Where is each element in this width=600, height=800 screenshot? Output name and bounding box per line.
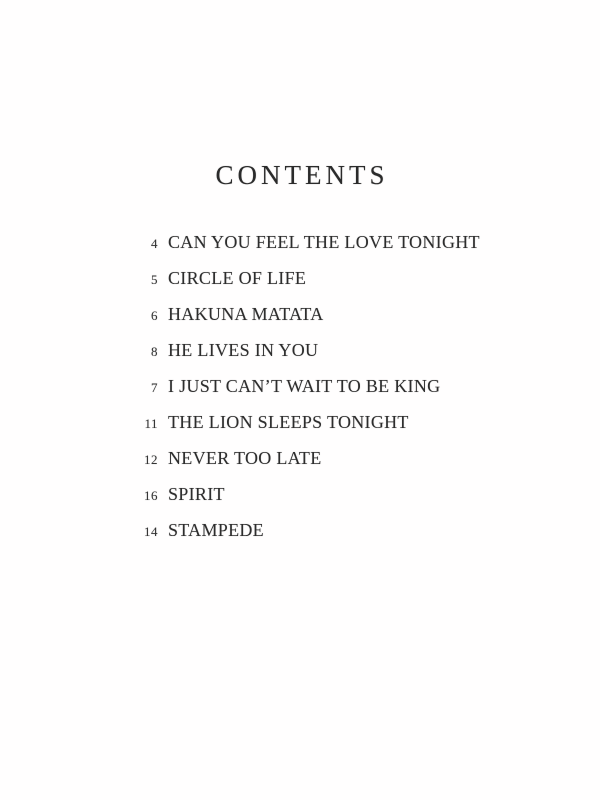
toc-entry <box>0 440 600 476</box>
toc-entry <box>0 512 600 548</box>
table-of-contents <box>0 224 600 548</box>
toc-song-title: NEVER TOO LATE <box>168 448 322 468</box>
toc-page-number: 7 <box>151 380 158 395</box>
toc-song-title: HAKUNA MATATA <box>168 304 324 324</box>
toc-entry <box>0 404 600 440</box>
toc-song-title: CAN YOU FEEL THE LOVE TONIGHT <box>168 232 480 252</box>
toc-page-number: 12 <box>144 452 158 467</box>
toc-song-title: I JUST CAN’T WAIT TO BE KING <box>168 376 441 396</box>
toc-page-number: 4 <box>151 236 158 251</box>
toc-page-number: 16 <box>144 488 158 503</box>
page-title: CONTENTS <box>215 160 389 190</box>
toc-song-title: HE LIVES IN YOU <box>168 340 319 360</box>
toc-entry <box>0 224 600 260</box>
toc-song-title: CIRCLE OF LIFE <box>168 268 307 288</box>
toc-entry <box>0 332 600 368</box>
toc-song-title: STAMPEDE <box>168 520 264 540</box>
toc-page-number: 6 <box>151 308 158 323</box>
toc-entry <box>0 260 600 296</box>
toc-page-number: 11 <box>144 416 158 431</box>
toc-page-number: 14 <box>144 524 158 539</box>
toc-page-number: 5 <box>151 272 158 287</box>
toc-entry <box>0 296 600 332</box>
toc-song-title: SPIRIT <box>168 484 225 504</box>
toc-song-title: THE LION SLEEPS TONIGHT <box>168 412 409 432</box>
toc-page-number: 8 <box>151 344 158 359</box>
toc-entry <box>0 368 600 404</box>
toc-entry <box>0 476 600 512</box>
